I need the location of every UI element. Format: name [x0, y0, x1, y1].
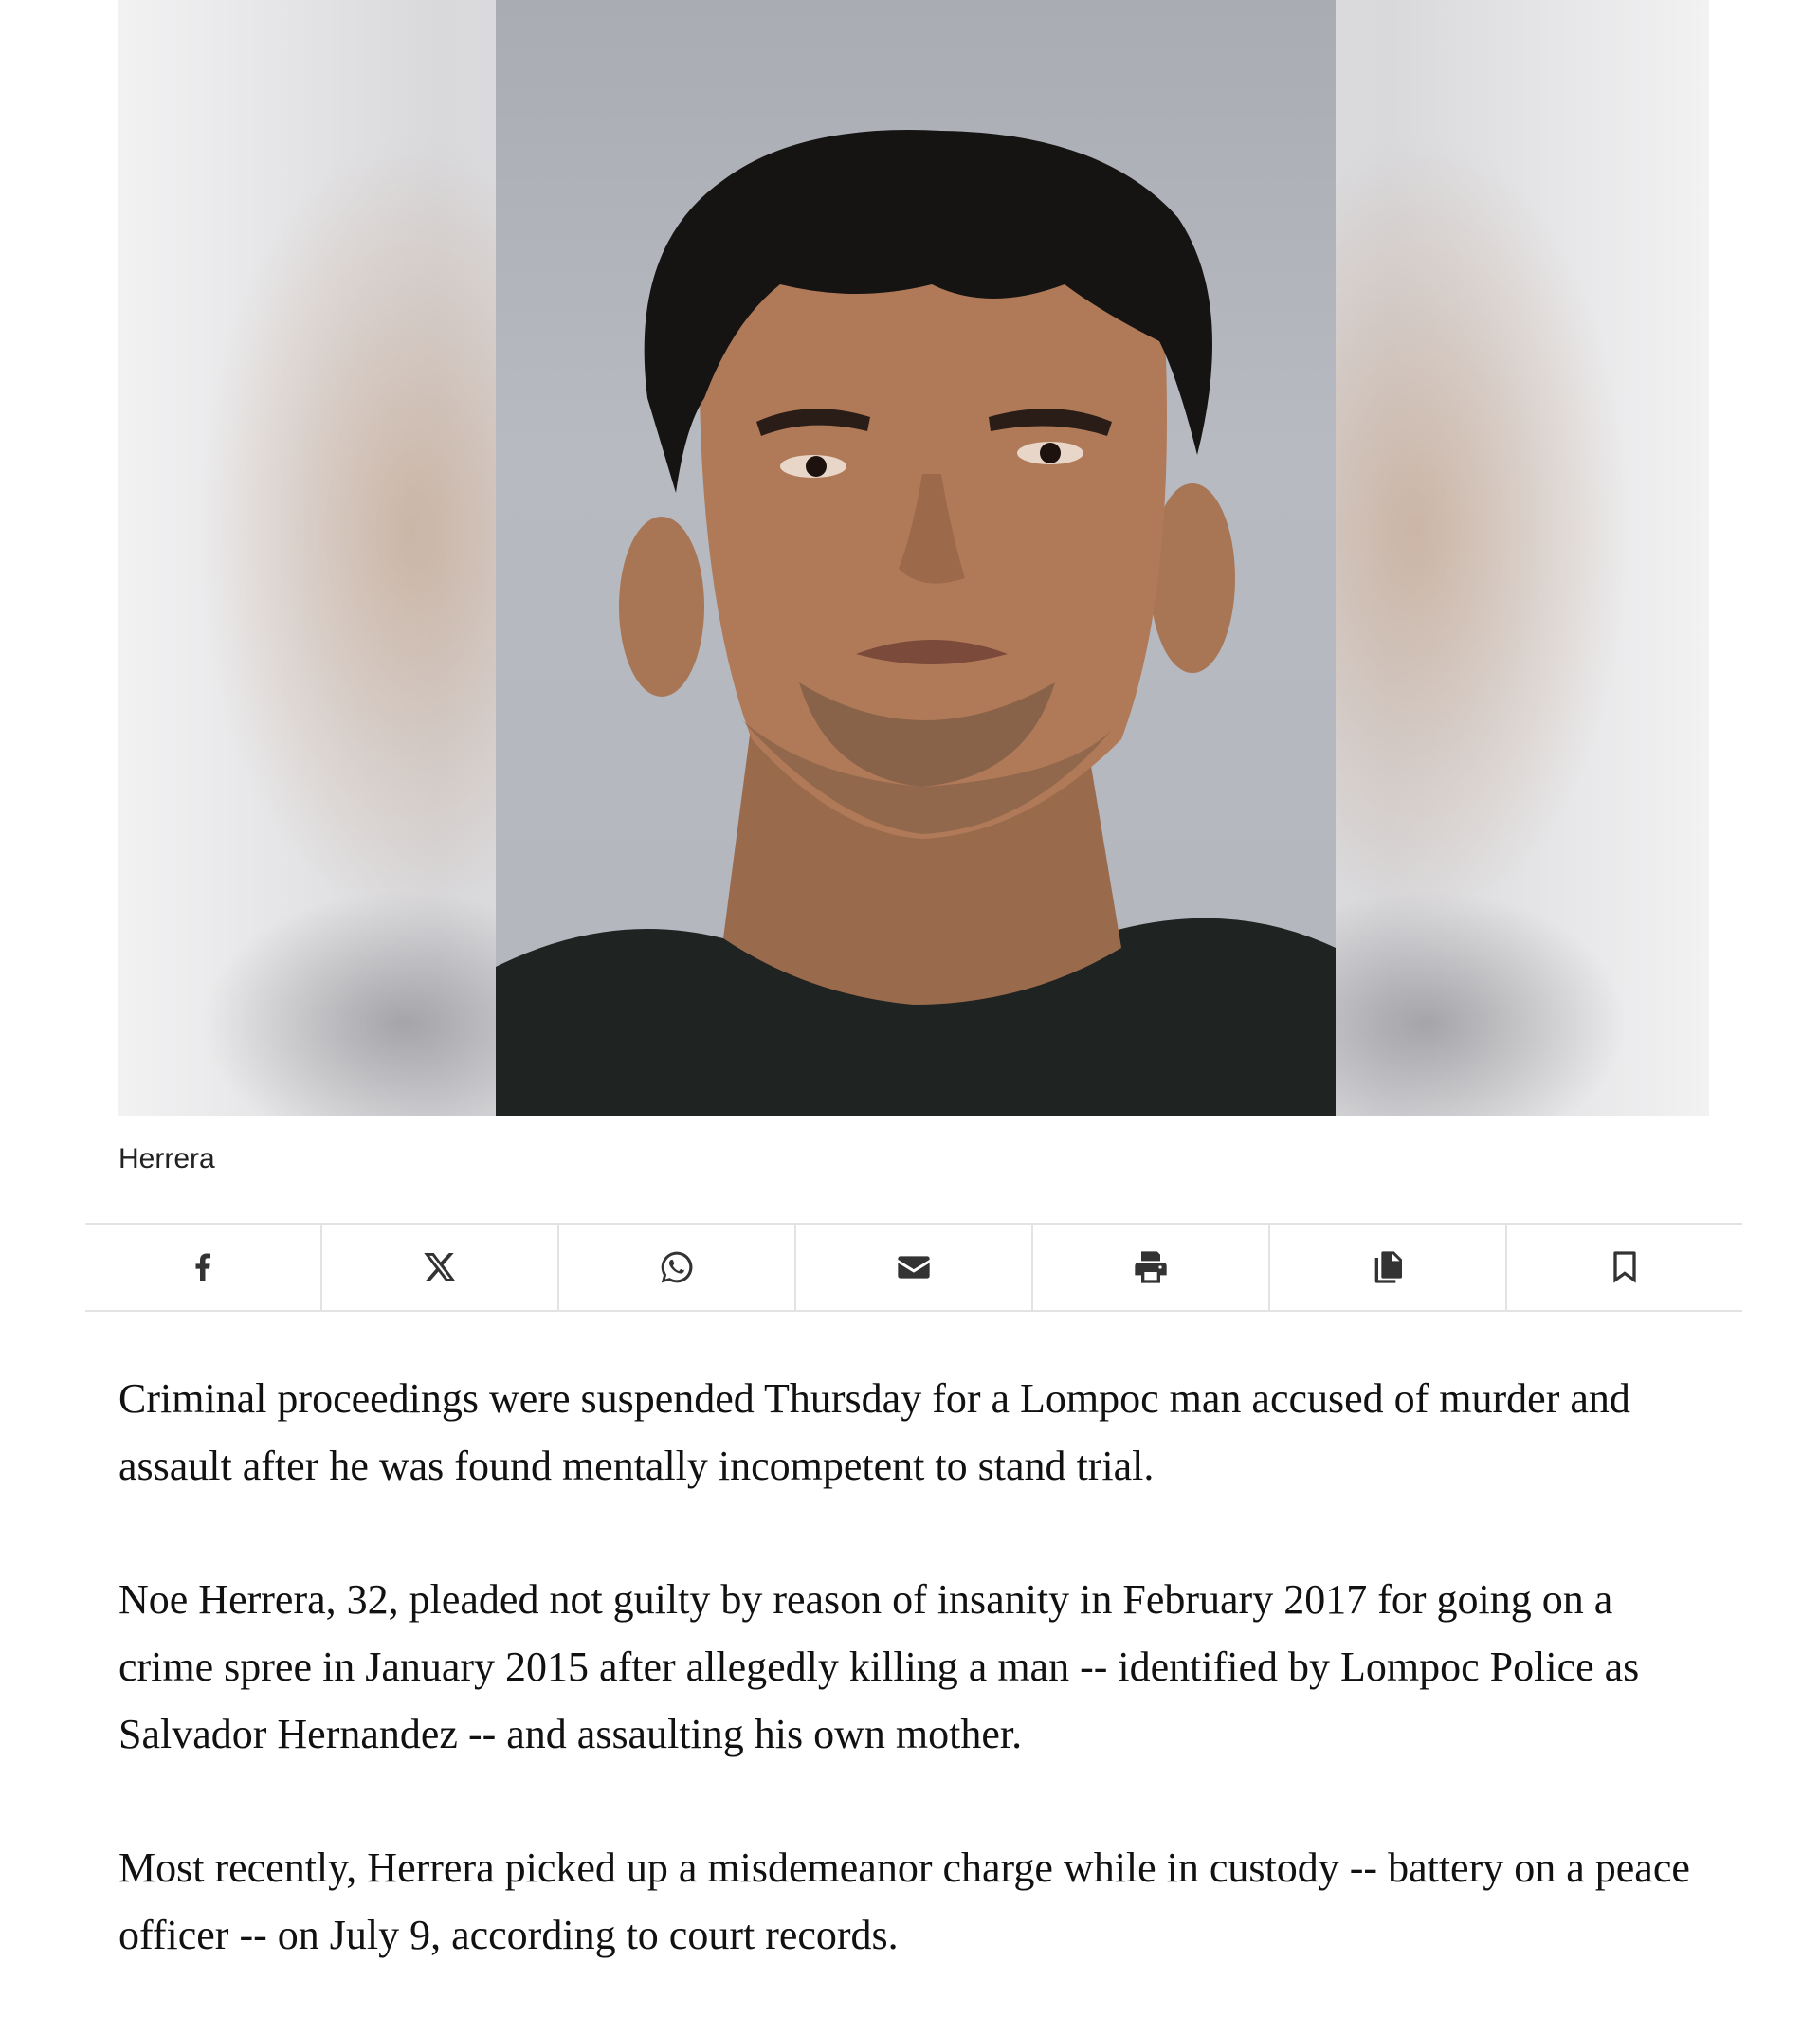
- share-email-button[interactable]: [796, 1225, 1033, 1310]
- share-facebook-button[interactable]: [85, 1225, 322, 1310]
- article-paragraph: Noe Herrera, 32, pleaded not guilty by reason of insanity in February 2017 for going on a crime spree in January 2015 after allegedly killing a man -- identified by Lompoc Police as Salvador Hernandez -- and assaulting his own mother.: [118, 1576, 1640, 1757]
- share-print-button[interactable]: [1033, 1225, 1270, 1310]
- envelope-icon: [895, 1248, 933, 1286]
- share-bar: [85, 1223, 1742, 1312]
- copy-icon: [1369, 1248, 1407, 1286]
- share-x-button[interactable]: [322, 1225, 559, 1310]
- facebook-icon: [184, 1248, 222, 1286]
- printer-icon: [1132, 1248, 1170, 1286]
- whatsapp-icon: [658, 1248, 696, 1286]
- photo-caption: Herrera: [118, 1143, 215, 1174]
- x-icon: [421, 1248, 459, 1286]
- share-copy-button[interactable]: [1270, 1225, 1507, 1310]
- article-paragraph: Criminal proceedings were suspended Thursday for a Lompoc man accused of murder and assault after he was found mentally incompetent to stand trial.: [118, 1375, 1630, 1489]
- share-whatsapp-button[interactable]: [559, 1225, 796, 1310]
- bookmark-icon: [1606, 1248, 1644, 1286]
- article-body: [118, 1365, 1711, 2035]
- article-paragraph: Most recently, Herrera picked up a misdemeanor charge while in custody -- battery on a peace officer -- on July 9, according to court records.: [118, 1844, 1690, 1958]
- mugshot-image: [496, 0, 1336, 1116]
- share-bookmark-button[interactable]: [1507, 1225, 1742, 1310]
- article-photo[interactable]: [118, 0, 1709, 1116]
